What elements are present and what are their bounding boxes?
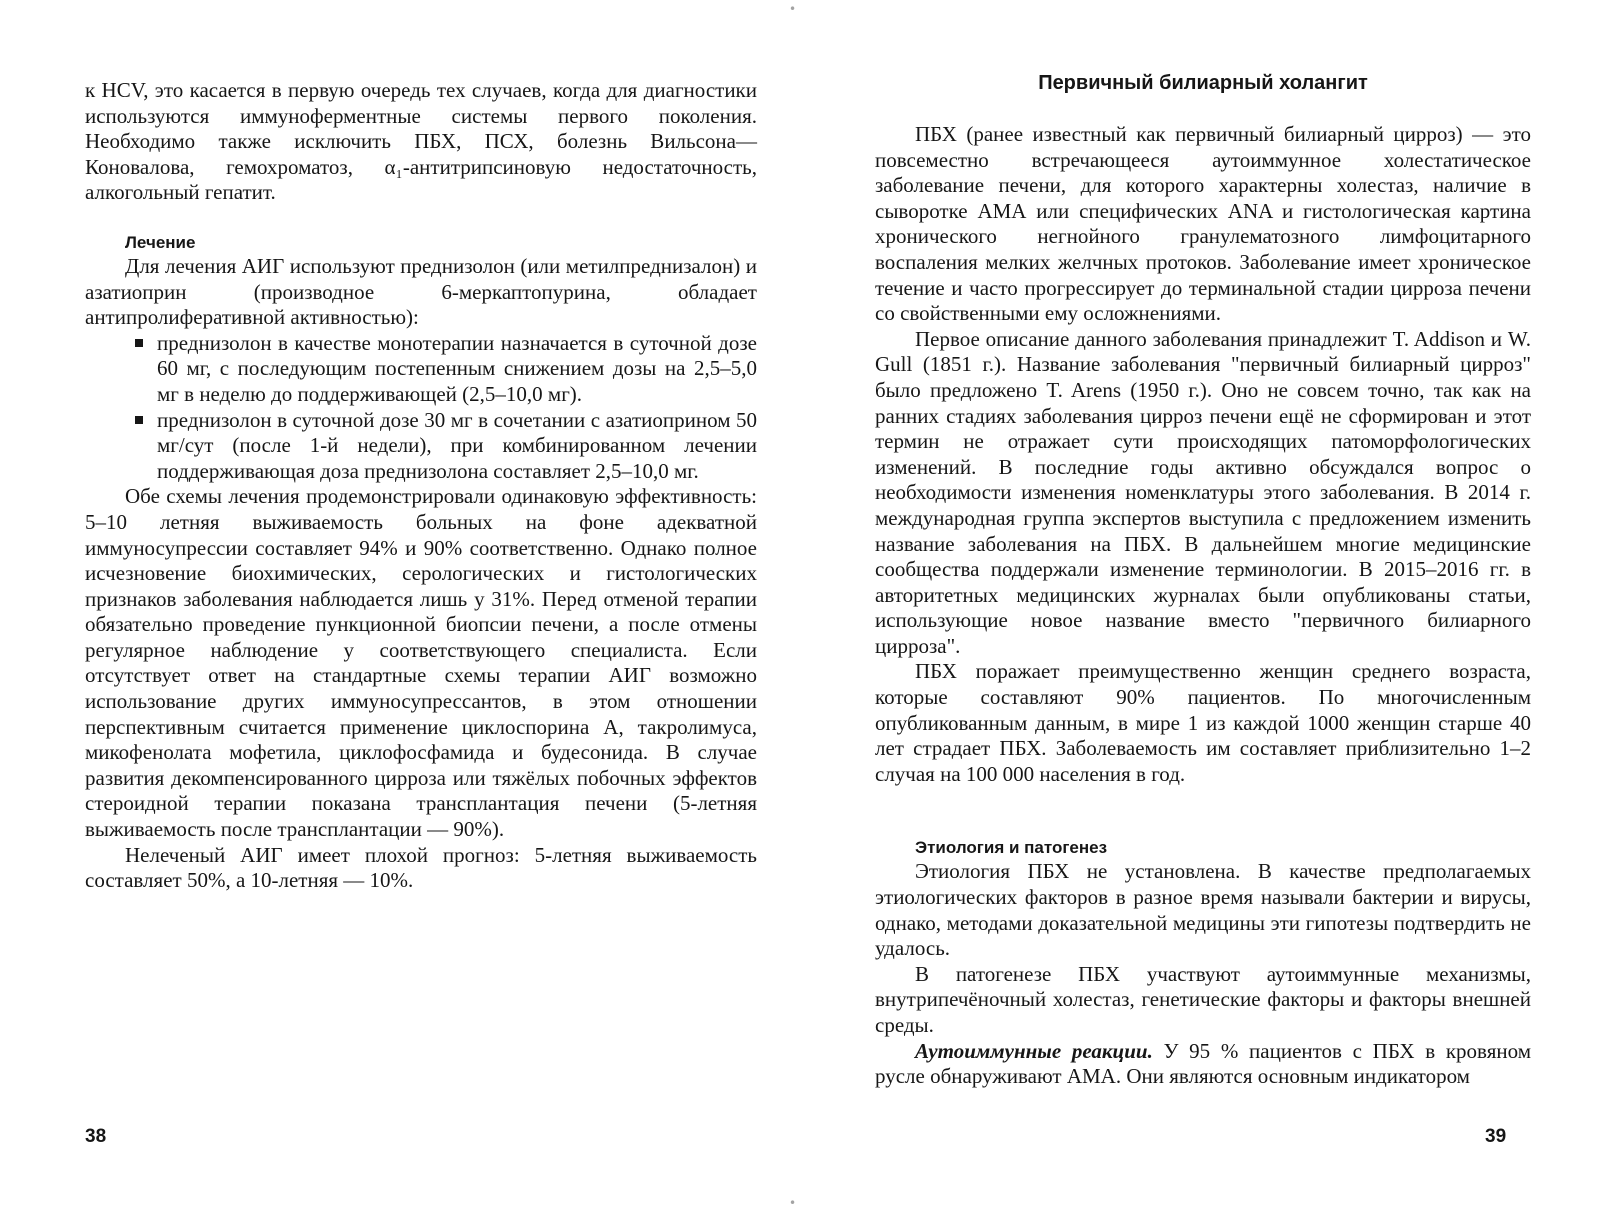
definition-paragraph: ПБХ (ранее известный как первичный билиарный цирроз) — это повсеместно встречающееся аутоиммунное холестатическое заболевание печени, для которого характерны холестаз, наличие в сыворотке АМА или специфических ANA и гистологическая картина хронического негнойного гранулематозного лимфоцитарного воспаления мелких желчных протоков. Заболевание имеет хроническое течение и часто прогрессирует до терминальной стадии цирроза печени со свойственными ему осложнениями. (875, 122, 1531, 326)
page-number: 39 (1485, 1126, 1507, 1147)
autoimmune-lead: Аутоиммунные реакции. (915, 1038, 1153, 1063)
list-item: преднизолон в суточной дозе 30 мг в сочетании с азатиоприном 50 мг/сут (после 1-й недели), при комбинированном лечении поддерживающая доза преднизолона составляет 2,5–10,0 мг. (133, 408, 757, 485)
prognosis-paragraph: Нелеченый АИГ имеет плохой прогноз: 5-летняя выживаемость составляет 50%, а 10-летняя — 10%. (85, 842, 757, 893)
right-page-text (875, 122, 1531, 1090)
autoimmune-paragraph (875, 1039, 1531, 1090)
chapter-title: Первичный билиарный холангит (1038, 72, 1368, 94)
history-paragraph: Первое описание данного заболевания принадлежит T. Addison и W. Gull (1851 г.). Название заболевания "первичный билиарный цирроз" было предложено T. Arens (1950 г.). Оно не совсем точно, так как на ранних стадиях заболевания цирроз печени ещё не сформирован и этот термин не отражает сути происходящих патоморфологических изменений. В последние годы активно обсуждался вопрос о необходимости изменения номенклатуры этого заболевания. В 2014 г. международная группа экспертов выступила с предложением изменить название заболевания на ПБХ. В дальнейшем многие медицинские сообщества поддержали изменение терминологии. В 2015–2016 гг. в авторитетных медицинских журналах были опубликованы статьи, использующие новое название вместо "первичного билиарного цирроза". (875, 326, 1531, 658)
page-number: 38 (85, 1126, 107, 1147)
right-page (800, 0, 1600, 1221)
treatment-regimen-list (85, 331, 757, 485)
binding-mark: • (789, 2, 797, 16)
epidemiology-paragraph: ПБХ поражает преимущественно женщин среднего возраста, которые составляют 90% пациентов. По многочисленным опубликованным данным, в мире 1 из каждой 1000 женщин старше 40 лет страдает ПБХ. Заболеваемость им составляет приблизительно 1–2 случая на 100 000 населения в год. (875, 659, 1531, 786)
list-item: преднизолон в качестве монотерапии назначается в суточной дозе 60 мг, с последующим постепенным снижением дозы на 2,5–5,0 мг в неделю до поддерживающей (2,5–10,0 мг). (133, 331, 757, 408)
autoimmune-text: У 95 % пациентов с ПБХ в кровяном русле обнаруживают АМА. Они являются основным индикатором (875, 1038, 1531, 1089)
treatment-heading: Лечение (125, 232, 196, 252)
continuation-paragraph: к HCV, это касается в первую очередь тех случаев, когда для диагностики используются иммуноферментные системы первого поколения. Необходимо также исключить ПБХ, ПСХ, болезнь Вильсона—Коновалова, гемохроматоз, α₁-антитрипсиновую недостаточность, алкогольный гепатит. (85, 78, 757, 205)
etiology-paragraph: Этиология ПБХ не установлена. В качестве предполагаемых этиологических факторов в разное время называли бактерии и вирусы, однако, методами доказательной медицины эти гипотезы подтвердить не удалось. (875, 859, 1531, 961)
pathogenesis-paragraph: В патогенезе ПБХ участвуют аутоиммунные механизмы, внутрипечёночный холестаз, генетические факторы и факторы внешней среды. (875, 961, 1531, 1037)
treatment-intro-paragraph: Для лечения АИГ используют преднизолон (или метилпреднизалон) и азатиоприн (производное 6-меркаптопурина, обладает антипролиферативной активностью): (85, 253, 757, 330)
binding-mark: • (789, 1196, 797, 1210)
efficacy-paragraph: Обе схемы лечения продемонстрировали одинаковую эффективность: 5–10 летняя выживаемость больных на фоне адекватной иммуносупрессии составляет 94% и 90% соответственно. Однако полное исчезновение биохимических, серологических и гистологических признаков заболевания наблюдается лишь у 31%. Перед отменой терапии обязательно проведение пункционной биопсии печени, а после отмены регулярное наблюдение у соответствующего специалиста. Если отсутствует ответ на стандартные схемы терапии АИГ возможно использование других иммуносупрессантов, в этом отношении перспективным считается применение циклоспорина А, такролимуса, микофенолата мофетила, циклофосфамида и будесонида. В случае развития декомпенсированного цирроза или тяжёлых побочных эффектов стероидной терапии показана трансплантация печени (5-летняя выживаемость после трансплантации — 90%). (85, 484, 757, 842)
left-page-text (85, 78, 757, 894)
etiology-heading: Этиология и патогенез (915, 838, 1108, 858)
